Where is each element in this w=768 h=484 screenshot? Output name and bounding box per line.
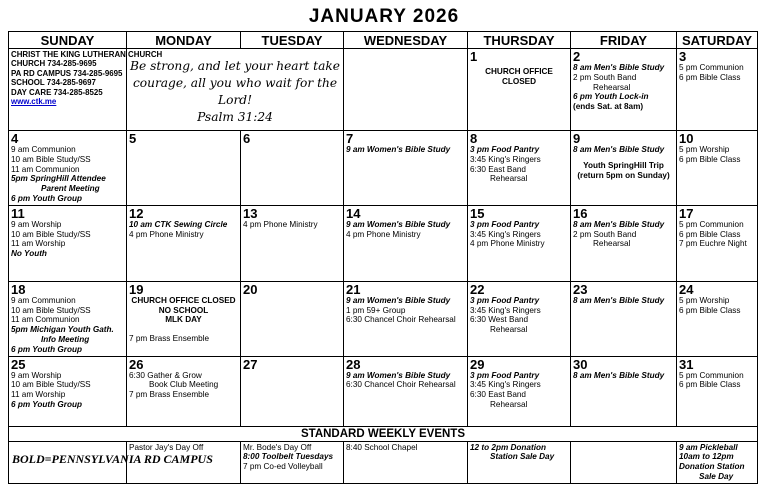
day-number: 4 xyxy=(11,131,19,146)
event: 4 pm Phone Ministry xyxy=(470,239,545,249)
event: 7 pm Euchre Night xyxy=(679,239,747,249)
day-cell[interactable] xyxy=(241,131,344,206)
event: 7 pm Brass Ensemble xyxy=(129,334,210,344)
event: 2 pm South Band xyxy=(573,229,637,239)
day-number: 29 xyxy=(470,356,485,372)
church-info-cell xyxy=(9,49,163,131)
day-cell[interactable] xyxy=(571,356,677,426)
day-number: 14 xyxy=(346,205,361,221)
day-number: 25 xyxy=(11,356,26,372)
day-number: 6 xyxy=(243,131,251,146)
event: 4 pm Phone Ministry xyxy=(129,229,204,239)
event: Rehearsal xyxy=(490,174,528,184)
event: 10 am Bible Study/SS xyxy=(11,305,91,315)
pa-rd-phone: PA RD CAMPUS 734-285-9695 xyxy=(11,68,123,78)
day-header-monday: MONDAY xyxy=(127,32,241,49)
day-cell[interactable] xyxy=(571,205,677,281)
event: Station Sale Day xyxy=(490,452,555,462)
event: 9 am Communion xyxy=(11,295,76,305)
event: 3:45 King's Ringers xyxy=(470,229,541,239)
standard-cell-wednesday xyxy=(344,441,468,483)
day-number: 16 xyxy=(573,205,588,221)
day-cell[interactable] xyxy=(571,49,677,131)
day-number: 9 xyxy=(573,131,581,146)
event: 6 pm Bible Class xyxy=(679,305,741,315)
verse-cell xyxy=(127,49,344,131)
event: NO SCHOOL xyxy=(158,305,209,315)
event: Rehearsal xyxy=(593,82,631,92)
event: 5 pm Communion xyxy=(679,63,744,72)
event: 8 am Men's Bible Study xyxy=(573,295,665,305)
week-row xyxy=(9,205,758,281)
day-cell[interactable] xyxy=(9,131,127,206)
event: 5 pm Communion xyxy=(679,219,744,229)
event: Parent Meeting xyxy=(41,184,100,194)
day-number: 26 xyxy=(129,356,144,372)
day-header-row xyxy=(9,32,758,49)
day-header-saturday: SATURDAY xyxy=(677,32,758,49)
event: 8 am Men's Bible Study xyxy=(573,63,665,72)
event: 5 pm Communion xyxy=(679,370,744,380)
event: 8 am Men's Bible Study xyxy=(573,219,665,229)
event: (ends Sat. at 8am) xyxy=(573,102,644,112)
website-link[interactable]: www.ctk.me xyxy=(11,97,57,107)
day-number: 18 xyxy=(11,281,26,297)
event: 9 am Worship xyxy=(11,219,62,229)
event: 5pm SpringHill Attendee xyxy=(11,174,106,184)
day-cell[interactable] xyxy=(344,131,468,206)
day-number: 7 xyxy=(346,131,354,146)
day-header-tuesday: TUESDAY xyxy=(241,32,344,49)
event: 12 to 2pm Donation xyxy=(470,442,546,452)
church-phone: CHURCH 734-285-9695 xyxy=(11,59,97,69)
day-number: 28 xyxy=(346,356,361,372)
event: 6 pm Youth Group xyxy=(11,344,82,354)
event: 6 pm Youth Group xyxy=(11,399,82,409)
day-number: 31 xyxy=(679,356,694,372)
event: CLOSED xyxy=(501,76,537,86)
event: 9 am Women's Bible Study xyxy=(346,370,451,380)
standard-cell-saturday xyxy=(677,441,758,483)
standard-cell-friday xyxy=(571,441,677,483)
day-number: 27 xyxy=(243,356,258,372)
event: No Youth xyxy=(11,249,47,259)
event: 10 am CTK Sewing Circle xyxy=(129,219,228,229)
day-number: 1 xyxy=(470,49,478,64)
event: 3:45 King's Ringers xyxy=(470,154,541,164)
event: 11 am Communion xyxy=(11,315,80,325)
event: 6:30 West Band xyxy=(470,315,529,325)
event: Donation Station xyxy=(679,462,745,472)
calendar-title: JANUARY 2026 xyxy=(308,6,460,27)
event: 3 pm Food Pantry xyxy=(470,295,540,305)
event: CHURCH OFFICE xyxy=(485,67,553,76)
event: 6 pm Bible Class xyxy=(679,154,741,164)
church-name: CHRIST THE KING LUTHERAN CHURCH xyxy=(11,50,163,59)
day-cell-empty xyxy=(344,49,468,131)
day-number: 8 xyxy=(470,131,478,146)
event: Rehearsal xyxy=(593,239,631,249)
day-cell[interactable] xyxy=(468,205,571,281)
event: CHURCH OFFICE CLOSED xyxy=(131,295,236,305)
day-cell[interactable] xyxy=(677,49,758,131)
day-number: 10 xyxy=(679,131,694,146)
day-cell[interactable] xyxy=(344,205,468,281)
day-cell[interactable] xyxy=(677,356,758,426)
event: 6:30 Chancel Choir Rehearsal xyxy=(346,380,456,390)
day-cell[interactable] xyxy=(9,281,127,356)
week-row xyxy=(9,281,758,356)
day-header-sunday: SUNDAY xyxy=(9,32,127,49)
day-number: 3 xyxy=(679,49,687,64)
day-number: 22 xyxy=(470,281,485,297)
bible-verse: Be strong, and let your heart take courage, all you who wait for the Lord! Psalm 31:24 xyxy=(130,59,340,124)
week-row xyxy=(9,356,758,426)
day-number: 11 xyxy=(11,205,25,221)
day-header-friday: FRIDAY xyxy=(571,32,677,49)
event: 2 pm South Band xyxy=(573,72,637,82)
event: 11 am Worship xyxy=(11,390,66,400)
event: Info Meeting xyxy=(41,334,90,344)
event: 6:30 East Band xyxy=(470,390,526,400)
event: 3 pm Food Pantry xyxy=(470,370,540,380)
day-cell[interactable] xyxy=(9,205,127,281)
day-cell[interactable] xyxy=(571,281,677,356)
event: Book Club Meeting xyxy=(149,380,219,390)
event: 10am to 12pm xyxy=(679,452,734,462)
day-cell[interactable] xyxy=(677,131,758,206)
standard-cell-thursday xyxy=(468,441,571,483)
day-cell[interactable] xyxy=(468,49,571,131)
day-number: 19 xyxy=(129,281,144,297)
day-cell[interactable] xyxy=(468,281,571,356)
event: MLK DAY xyxy=(165,315,202,325)
day-cell[interactable] xyxy=(241,205,344,281)
day-cell[interactable] xyxy=(677,281,758,356)
event: 3:45 King's Ringers xyxy=(470,305,541,315)
standard-cell-tuesday xyxy=(241,441,344,483)
day-header-wednesday: WEDNESDAY xyxy=(344,32,468,49)
day-number: 12 xyxy=(129,205,144,221)
event: 9 am Pickleball xyxy=(679,442,738,452)
day-number: 21 xyxy=(346,281,361,297)
event: 8 am Men's Bible Study xyxy=(573,145,665,154)
day-cell[interactable] xyxy=(468,356,571,426)
week-row xyxy=(9,131,758,206)
day-number: 17 xyxy=(679,205,694,221)
event: 3 pm Food Pantry xyxy=(470,219,540,229)
event: (return 5pm on Sunday) xyxy=(577,170,670,180)
event: 9 am Women's Bible Study xyxy=(346,219,451,229)
calendar-grid xyxy=(8,31,758,484)
day-number: 5 xyxy=(129,131,137,146)
day-cell[interactable] xyxy=(127,131,241,206)
event: 6:30 Gather & Grow xyxy=(129,370,202,380)
event: 10 am Bible Study/SS xyxy=(11,380,91,390)
event: 5 pm Worship xyxy=(679,145,730,154)
event: 11 am Worship xyxy=(11,239,66,249)
day-cell[interactable] xyxy=(571,131,677,206)
daycare-phone: DAY CARE 734-285-8525 xyxy=(11,87,103,97)
day-number: 20 xyxy=(243,281,258,297)
event: Sale Day xyxy=(699,471,734,481)
standard-events-header-row xyxy=(9,426,758,441)
event: 1 pm 59+ Group xyxy=(346,305,406,315)
event: 3 pm Food Pantry xyxy=(470,145,540,154)
day-number: 15 xyxy=(470,205,485,221)
event: 3:45 King's Ringers xyxy=(470,380,541,390)
day-cell[interactable] xyxy=(127,281,241,356)
event: 7 pm Brass Ensemble xyxy=(129,390,210,400)
event: 5pm Michigan Youth Gath. xyxy=(11,325,114,335)
event: 11 am Communion xyxy=(11,164,80,174)
event: 6 pm Bible Class xyxy=(679,72,741,82)
event: 8:00 Toolbelt Tuesdays xyxy=(243,452,334,462)
event: 4 pm Phone Ministry xyxy=(243,219,318,229)
day-number: 23 xyxy=(573,281,588,297)
day-number: 30 xyxy=(573,356,588,372)
event: Rehearsal xyxy=(490,325,528,335)
event: 10 am Bible Study/SS xyxy=(11,154,91,164)
day-header-thursday: THURSDAY xyxy=(468,32,571,49)
event: Mr. Bode's Day Off xyxy=(243,442,312,452)
event: 5 pm Worship xyxy=(679,295,730,305)
event: Pastor Jay's Day Off xyxy=(129,442,204,452)
event: Youth SpringHill Trip xyxy=(583,160,664,170)
event: 9 am Women's Bible Study xyxy=(346,145,451,154)
event: 9 am Worship xyxy=(11,370,62,380)
day-cell[interactable] xyxy=(241,281,344,356)
day-cell[interactable] xyxy=(9,356,127,426)
day-number: 24 xyxy=(679,281,694,297)
week-row xyxy=(9,49,758,131)
event: Rehearsal xyxy=(490,399,528,409)
campus-legend: BOLD=PENNSYLVANIA RD CAMPUS xyxy=(12,452,213,466)
event: 6 pm Bible Class xyxy=(679,380,741,390)
event: 9 am Women's Bible Study xyxy=(346,295,451,305)
school-phone: SCHOOL 734-285-9697 xyxy=(11,78,96,88)
event: 6:30 East Band xyxy=(470,164,526,174)
event: 6 pm Youth Group xyxy=(11,193,82,203)
event: 8:40 School Chapel xyxy=(346,442,418,452)
standard-events-heading: STANDARD WEEKLY EVENTS xyxy=(9,426,758,441)
day-cell[interactable] xyxy=(468,131,571,206)
day-number: 13 xyxy=(243,205,258,221)
event: 10 am Bible Study/SS xyxy=(11,229,91,239)
event: 8 am Men's Bible Study xyxy=(573,370,665,380)
day-cell[interactable] xyxy=(241,356,344,426)
event: 6:30 Chancel Choir Rehearsal xyxy=(346,315,456,325)
event: 6 pm Bible Class xyxy=(679,229,741,239)
event: 4 pm Phone Ministry xyxy=(346,229,421,239)
event: 6 pm Youth Lock-in xyxy=(573,92,649,102)
day-number: 2 xyxy=(573,49,581,64)
day-cell[interactable] xyxy=(344,356,468,426)
event: 7 pm Co-ed Volleyball xyxy=(243,462,323,472)
day-cell[interactable] xyxy=(344,281,468,356)
day-cell[interactable] xyxy=(127,205,241,281)
day-cell[interactable] xyxy=(677,205,758,281)
day-cell[interactable] xyxy=(127,356,241,426)
event: 9 am Communion xyxy=(11,145,76,154)
